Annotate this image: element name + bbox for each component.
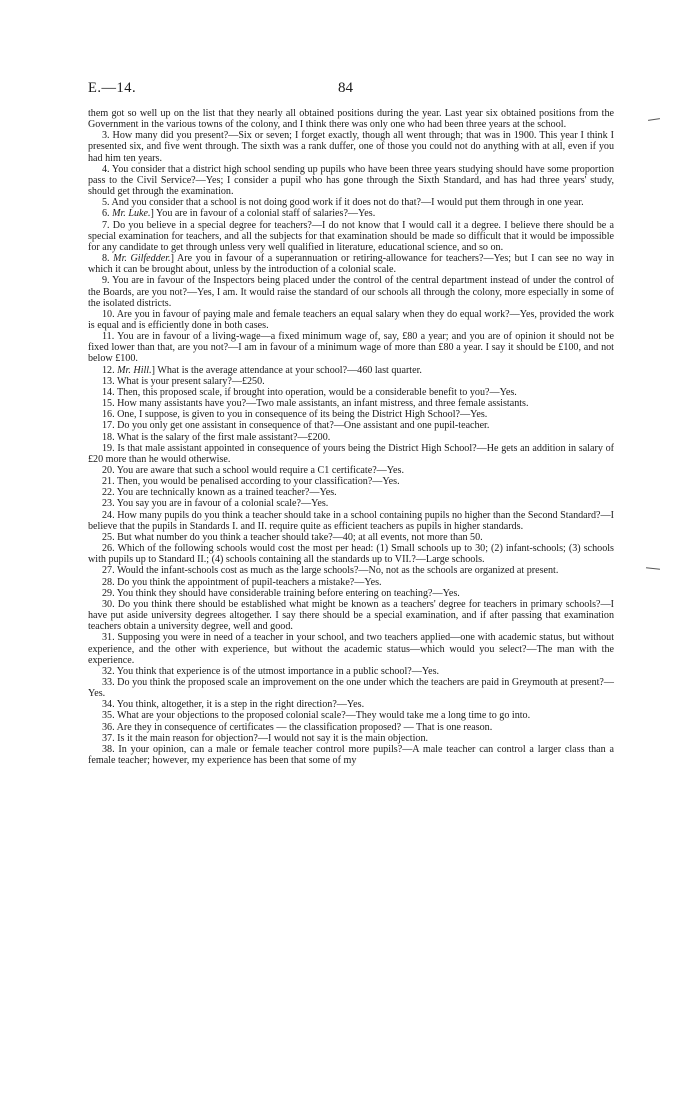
paragraph-text: ] Are you in favour of a superannuation or retiring-allowance for teachers?—Yes; but I can see no way in which it can be brought about, unless by the introduction of a colonial scale. bbox=[88, 253, 615, 276]
paragraph bbox=[88, 532, 614, 543]
paragraph-text: 36. Are they in consequence of certificates — the classification proposed? — That is one reason. bbox=[102, 721, 493, 733]
paragraph bbox=[88, 130, 614, 163]
paragraph bbox=[88, 387, 614, 398]
paragraph bbox=[88, 510, 614, 532]
paragraph bbox=[88, 398, 614, 409]
paragraph bbox=[88, 432, 614, 443]
paragraph bbox=[88, 365, 614, 376]
paragraph bbox=[88, 722, 614, 733]
speaker-name: Mr. Hill. bbox=[117, 364, 152, 376]
paragraph-text: 14. Then, this proposed scale, if brought into operation, would be a considerable benefit to you?—Yes. bbox=[102, 386, 517, 398]
question-number: 6. bbox=[102, 208, 113, 220]
paragraph bbox=[88, 599, 614, 632]
paragraph bbox=[88, 588, 614, 599]
paragraph-text: 38. In your opinion, can a male or female teacher control more pupils?—A male teacher can control a larger class than a female teacher; however, my experience has been that some of my bbox=[88, 743, 614, 767]
paragraph-text: 7. Do you believe in a special degree for teachers?—I do not know that I would call it a degree. I believe there should be a special examination for teachers, and all the subjects for that examination should be made so difficult that it would be impossible for any candidate to get through unless very well qualified in literature, educational science, and so on. bbox=[88, 219, 614, 253]
paragraph bbox=[88, 275, 614, 308]
paragraph-text: 31. Supposing you were in need of a teacher in your school, and two teachers applied—one with academic status, but without experience, and the other with experience, but without the academic status—which would you select?—The man with the experience. bbox=[88, 632, 614, 666]
paragraph-text: 11. You are in favour of a living-wage—a fixed minimum wage of, say, £80 a year; and you are of opinion it should not be fixed lower than that, are you not?—I am in favour of a minimum wage of more than £80 a year. I say it should be £100, and not below £100. bbox=[88, 331, 614, 365]
paragraph-text: 30. Do you think there should be established what might be known as a teachers' degree for teachers in primary schools?—I have put aside university degrees altogether. I say there should be a special examination, and if after passing that examination teachers obtain a university degree, well and good. bbox=[88, 598, 614, 633]
paragraph bbox=[88, 476, 614, 487]
paragraph-text: 15. How many assistants have you?—Two male assistants, an infant mistress, and three female assistants. bbox=[102, 398, 529, 410]
paragraph-text: 5. And you consider that a school is not doing good work if it does not do that?—I would put them through in one year. bbox=[102, 197, 584, 209]
paragraph bbox=[88, 744, 614, 766]
paragraph-text: 18. What is the salary of the first male assistant?—£200. bbox=[102, 431, 331, 443]
paragraph-text: 28. Do you think the appointment of pupil-teachers a mistake?—Yes. bbox=[102, 576, 382, 588]
paragraph-text: ] What is the average attendance at your school?—460 last quarter. bbox=[151, 364, 422, 376]
paragraph bbox=[88, 220, 614, 253]
question-number: 8. bbox=[102, 253, 114, 265]
paragraph bbox=[88, 376, 614, 387]
page-number: 84 bbox=[338, 80, 353, 96]
paragraph bbox=[88, 309, 614, 331]
body-text bbox=[88, 108, 614, 766]
paragraph bbox=[88, 443, 614, 465]
paragraph bbox=[88, 253, 614, 275]
paragraph bbox=[88, 208, 614, 219]
paragraph-text: 4. You consider that a district high school sending up pupils who have been three years studying should have some proportion pass to the Civil Service?—Yes; I consider a pupil who has gone through the Sixth Standard, and has had three years' study, should get through the examination. bbox=[88, 163, 614, 198]
paragraph bbox=[88, 677, 614, 699]
paragraph bbox=[88, 733, 614, 744]
paragraph-text: 10. Are you in favour of paying male and female teachers an equal salary when they do equal work?—Yes, provided the work is equal and is efficiently done in both cases. bbox=[88, 308, 614, 331]
paragraph bbox=[88, 565, 614, 576]
paragraph-text: 22. You are technically known as a trained teacher?—Yes. bbox=[102, 487, 337, 499]
paragraph bbox=[88, 409, 614, 420]
paragraph bbox=[88, 543, 614, 565]
page-header bbox=[88, 80, 614, 100]
speaker-name: Mr. Gilfedder. bbox=[113, 253, 171, 265]
paragraph-text: ] You are in favour of a colonial staff of salaries?—Yes. bbox=[150, 208, 376, 220]
paragraph bbox=[88, 632, 614, 665]
paragraph bbox=[88, 699, 614, 710]
margin-mark bbox=[646, 567, 660, 569]
paragraph bbox=[88, 498, 614, 509]
paragraph-text: 32. You think that experience is of the utmost importance in a public school?—Yes. bbox=[102, 665, 440, 677]
question-number: 12. bbox=[102, 364, 118, 376]
paragraph-text: 3. How many did you present?—Six or seven; I forget exactly, though all went through; that was in 1900. This year I think I presented six, and five went through. The sixth was a rank duffer, one of those you could not do anything with at all, even if you had him ten years. bbox=[88, 130, 614, 164]
paragraph bbox=[88, 108, 614, 130]
document-reference: E.—14. bbox=[88, 80, 137, 96]
paragraph-text: 19. Is that male assistant appointed in consequence of yours being the District High School?—He gets an addition in salary of £20 more than he would otherwise. bbox=[88, 442, 614, 465]
paragraph-text: 37. Is it the main reason for objection?—I would not say it is the main objection. bbox=[102, 732, 429, 744]
paragraph bbox=[88, 487, 614, 498]
paragraph-text: 21. Then, you would be penalised according to your classification?—Yes. bbox=[102, 476, 400, 488]
paragraph bbox=[88, 666, 614, 677]
paragraph-text: 26. Which of the following schools would cost the most per head: (1) Small schools up to 30; (2) infant-schools; (3) schools with pupils up to Standard II.; (4) schools containing all the standards up to VII.?—Large schools. bbox=[88, 543, 614, 566]
paragraph-text: 13. What is your present salary?—£250. bbox=[102, 375, 265, 387]
paragraph-text: 33. Do you think the proposed scale an improvement on the one under which the teachers are paid in Greymouth at present?—Yes. bbox=[88, 676, 614, 700]
paragraph bbox=[88, 577, 614, 588]
margin-mark bbox=[648, 118, 660, 121]
paragraph-text: 27. Would the infant-schools cost as much as the large schools?—No, not as the schools are organized at present. bbox=[102, 565, 559, 577]
paragraph-text: 16. One, I suppose, is given to you in consequence of its being the District High School?—Yes. bbox=[102, 409, 488, 421]
paragraph bbox=[88, 710, 614, 721]
paragraph bbox=[88, 197, 614, 208]
paragraph-text: 20. You are aware that such a school would require a C1 certificate?—Yes. bbox=[102, 465, 404, 476]
paragraph-text: 9. You are in favour of the Inspectors being placed under the control of the central department instead of under the control of the Boards, are you not?—Yes, I am. It would raise the standard of our schools all through the colony, more especially in some of the isolated districts. bbox=[88, 275, 614, 309]
paragraph-text: 29. You think they should have considerable training before entering on teaching?—Yes. bbox=[102, 587, 460, 599]
paragraph bbox=[88, 465, 614, 476]
paragraph bbox=[88, 331, 614, 364]
paragraph-text: 17. Do you only get one assistant in consequence of that?—One assistant and one pupil-teacher. bbox=[102, 420, 490, 432]
paragraph-text: them got so well up on the list that they nearly all obtained positions during the year. Last year six obtained positions from the Government in the various towns of the colony, and I think there was only one who had been three years at the school. bbox=[88, 108, 614, 131]
paragraph bbox=[88, 420, 614, 431]
paragraph-text: 35. What are your objections to the proposed colonial scale?—They would take me a long time to go into. bbox=[102, 710, 531, 722]
speaker-name: Mr. Luke. bbox=[112, 208, 151, 220]
paragraph-text: 23. You say you are in favour of a colonial scale?—Yes. bbox=[102, 498, 329, 510]
paragraph-text: 25. But what number do you think a teacher should take?—40; at all events, not more than 50. bbox=[102, 531, 483, 543]
paragraph bbox=[88, 164, 614, 197]
paragraph-text: 24. How many pupils do you think a teacher should take in a school containing pupils no higher than the Second Standard?—I believe that the pupils in Standards I. and II. require quite as efficient teachers as pupils in higher standards. bbox=[88, 509, 614, 532]
paragraph-text: 34. You think, altogether, it is a step in the right direction?—Yes. bbox=[102, 699, 365, 711]
